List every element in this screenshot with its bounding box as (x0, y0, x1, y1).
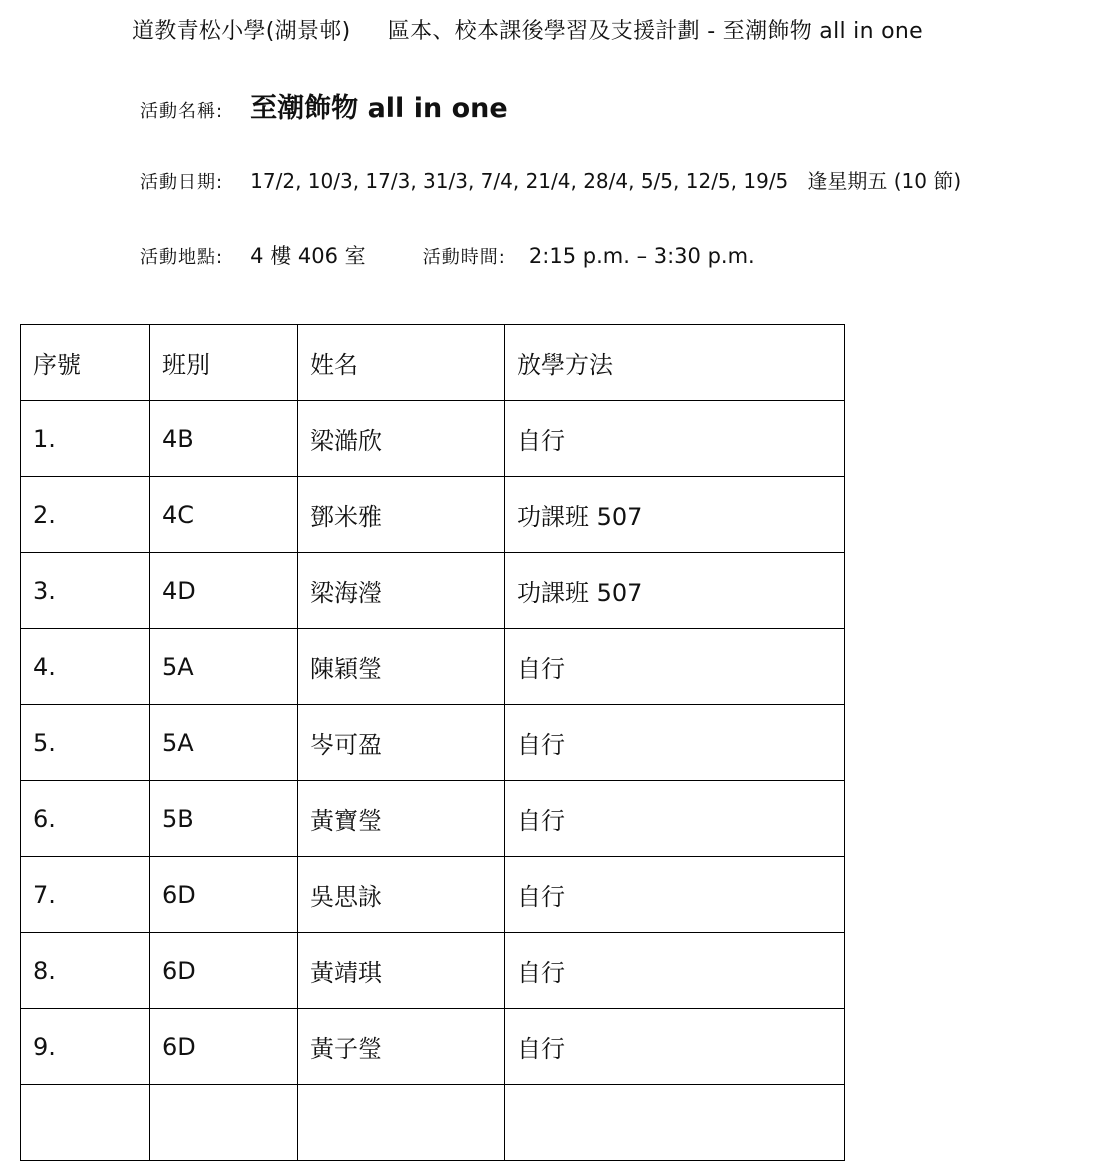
header-dismissal-method: 放學方法 (505, 325, 845, 401)
table-row (21, 401, 845, 477)
activity-dates: 17/2, 10/3, 17/3, 31/3, 7/4, 21/4, 28/4, 5/5, 12/5, 19/5 (250, 169, 789, 193)
cell-dismissal-method: 功課班 507 (505, 553, 845, 629)
activity-name-line (140, 86, 508, 125)
cell-student-name: 黃靖琪 (298, 933, 505, 1009)
cell-student-name: 陳穎瑩 (298, 629, 505, 705)
program-title: 區本、校本課後學習及支援計劃 - 至潮飾物 all in one (387, 19, 923, 44)
table-body (21, 401, 845, 1161)
table-row (21, 553, 845, 629)
table-row (21, 705, 845, 781)
table-row (21, 1009, 845, 1085)
cell-class: 6D (150, 1009, 298, 1085)
cell-student-name: 吳思詠 (298, 857, 505, 933)
cell-student-name: 梁澔欣 (298, 401, 505, 477)
activity-dates-line (140, 165, 961, 194)
cell-dismissal-method: 自行 (505, 933, 845, 1009)
cell-dismissal-method: 自行 (505, 629, 845, 705)
cell-dismissal-method (505, 1085, 845, 1161)
activity-time-label: 活動時間: (422, 247, 506, 268)
cell-dismissal-method: 自行 (505, 1009, 845, 1085)
activity-time: 2:15 p.m. – 3:30 p.m. (528, 244, 755, 268)
table-row (21, 477, 845, 553)
cell-dismissal-method: 自行 (505, 857, 845, 933)
school-name: 道教青松小學(湖景邨) (132, 19, 351, 44)
activity-place: 4 樓 406 室 (250, 244, 366, 268)
cell-serial-number: 8. (21, 933, 150, 1009)
activity-name: 至潮飾物 all in one (250, 93, 508, 124)
cell-dismissal-method: 功課班 507 (505, 477, 845, 553)
activity-dates-note: 逢星期五 (10 節) (807, 169, 962, 193)
activity-place-time-line (140, 240, 755, 270)
header-class: 班別 (150, 325, 298, 401)
activity-dates-label: 活動日期: (140, 172, 224, 193)
table-row (21, 629, 845, 705)
cell-class: 6D (150, 857, 298, 933)
table-row (21, 933, 845, 1009)
cell-serial-number: 1. (21, 401, 150, 477)
cell-student-name: 黃子瑩 (298, 1009, 505, 1085)
cell-dismissal-method: 自行 (505, 781, 845, 857)
cell-dismissal-method: 自行 (505, 401, 845, 477)
document-header (132, 14, 923, 45)
cell-serial-number: 9. (21, 1009, 150, 1085)
cell-serial-number: 6. (21, 781, 150, 857)
cell-student-name (298, 1085, 505, 1161)
cell-student-name: 岑可盈 (298, 705, 505, 781)
student-roster-table (20, 324, 845, 1161)
cell-serial-number: 3. (21, 553, 150, 629)
table-row (21, 857, 845, 933)
table-header-row (21, 325, 845, 401)
cell-class (150, 1085, 298, 1161)
cell-serial-number: 4. (21, 629, 150, 705)
cell-class: 4B (150, 401, 298, 477)
cell-serial-number (21, 1085, 150, 1161)
cell-class: 5B (150, 781, 298, 857)
table-row-partial (21, 1085, 845, 1161)
activity-place-label: 活動地點: (140, 247, 224, 268)
cell-student-name: 梁海瀅 (298, 553, 505, 629)
header-student-name: 姓名 (298, 325, 505, 401)
cell-serial-number: 5. (21, 705, 150, 781)
cell-class: 5A (150, 705, 298, 781)
cell-class: 4C (150, 477, 298, 553)
cell-student-name: 黃寶瑩 (298, 781, 505, 857)
cell-class: 5A (150, 629, 298, 705)
cell-class: 4D (150, 553, 298, 629)
activity-name-label: 活動名稱: (140, 101, 224, 122)
cell-student-name: 鄧米雅 (298, 477, 505, 553)
table-row (21, 781, 845, 857)
cell-serial-number: 7. (21, 857, 150, 933)
cell-serial-number: 2. (21, 477, 150, 553)
cell-dismissal-method: 自行 (505, 705, 845, 781)
cell-class: 6D (150, 933, 298, 1009)
header-serial-number: 序號 (21, 325, 150, 401)
